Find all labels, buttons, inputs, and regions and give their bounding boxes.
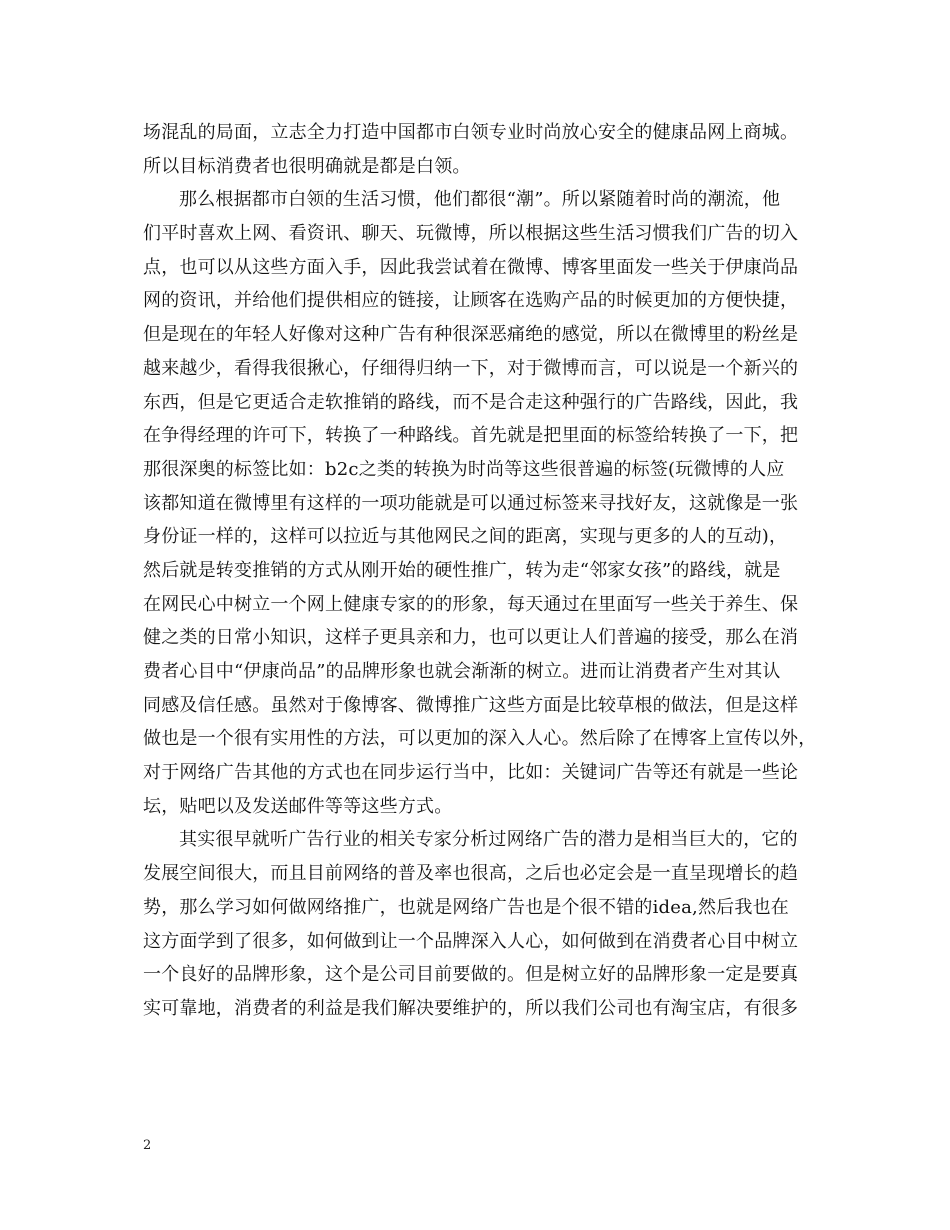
text-line: 费者心目中“伊康尚品”的品牌形象也就会渐渐的树立。进而让消费者产生对其认 — [143, 661, 781, 682]
text-line: 健之类的日常小知识，这样子更具亲和力，也可以更让人们普遍的接受，那么在消 — [143, 627, 799, 649]
text-line: 场混乱的局面，立志全力打造中国都市白领专业时尚放心安全的健康品网上商城。 — [143, 122, 799, 143]
text-line: 网的资讯，并给他们提供相应的链接，让顾客在选购产品的时候更加的方便快捷， — [143, 290, 799, 312]
text-line: 点，也可以从这些方面入手，因此我尝试着在微博、博客里面发一些关于伊康尚品 — [143, 256, 799, 278]
text-line: 但是现在的年轻人好像对这种广告有种很深恶痛绝的感觉，所以在微博里的粉丝是 — [143, 324, 799, 346]
text-line: 然后就是转变推销的方式从刚开始的硬性推广，转为走“邻家女孩”的路线，就是 — [143, 559, 781, 581]
text-line: 一个良好的品牌形象，这个是公司目前要做的。但是树立好的品牌形象一定是要真 — [143, 964, 799, 986]
body-text — [143, 116, 823, 1026]
paragraph-first-line: 其实很早就听广告行业的相关专家分析过网络广告的潜力是相当巨大的，它的 — [179, 829, 798, 851]
text-line: 在网民心中树立一个网上健康专家的的形象，每天通过在里面写一些关于养生、保 — [143, 593, 799, 615]
text-line: 所以目标消费者也很明确就是都是白领。 — [143, 155, 471, 177]
text-line: 坛，贴吧以及发送邮件等等这些方式。 — [143, 795, 453, 817]
text-line: 同感及信任感。虽然对于像博客、微博推广这些方面是比较草根的做法，但是这样 — [143, 694, 799, 716]
text-line: 身份证一样的，这样可以拉近与其他网民之间的距离，实现与更多的人的互动)， — [143, 526, 788, 548]
text-line: 这方面学到了很多，如何做到让一个品牌深入人心，如何做到在消费者心目中树立 — [143, 930, 799, 952]
text-line: 越来越少，看得我很揪心，仔细得归纳一下，对于微博而言，可以说是一个新兴的 — [143, 357, 799, 379]
text-line: 实可靠地，消费者的利益是我们解决要维护的，所以我们公司也有淘宝店，有很多 — [143, 997, 799, 1019]
paragraph-first-line: 那么根据都市白领的生活习惯，他们都很“潮”。所以紧随着时尚的潮流，他 — [179, 189, 781, 211]
text-line: 们平时喜欢上网、看资讯、聊天、玩微博，所以根据这些生活习惯我们广告的切入 — [143, 223, 799, 245]
text-line: 对于网络广告其他的方式也在同步运行当中，比如：关键词广告等还有就是一些论 — [143, 762, 799, 784]
text-line: 做也是一个很有实用性的方法，可以更加的深入人心。然后除了在博客上宣传以外， — [143, 728, 817, 750]
text-line: 发展空间很大，而且目前网络的普及率也很高，之后也必定会是一直呈现增长的趋 — [143, 863, 799, 885]
page-number: 2 — [143, 1138, 152, 1153]
text-line: 东西，但是它更适合走软推销的路线，而不是合走这种强行的广告路线，因此，我 — [143, 391, 799, 413]
text-line: 该都知道在微博里有这样的一项功能就是可以通过标签来寻找好友，这就像是一张 — [143, 492, 799, 514]
text-line: 在争得经理的许可下，转换了一种路线。首先就是把里面的标签给转换了一下，把 — [143, 425, 799, 447]
text-line: 那很深奥的标签比如：b2c之类的转换为时尚等这些很普遍的标签(玩微博的人应 — [143, 458, 785, 480]
text-line: 势，那么学习如何做网络推广，也就是网络广告也是个很不错的idea,然后我也在 — [143, 896, 789, 918]
